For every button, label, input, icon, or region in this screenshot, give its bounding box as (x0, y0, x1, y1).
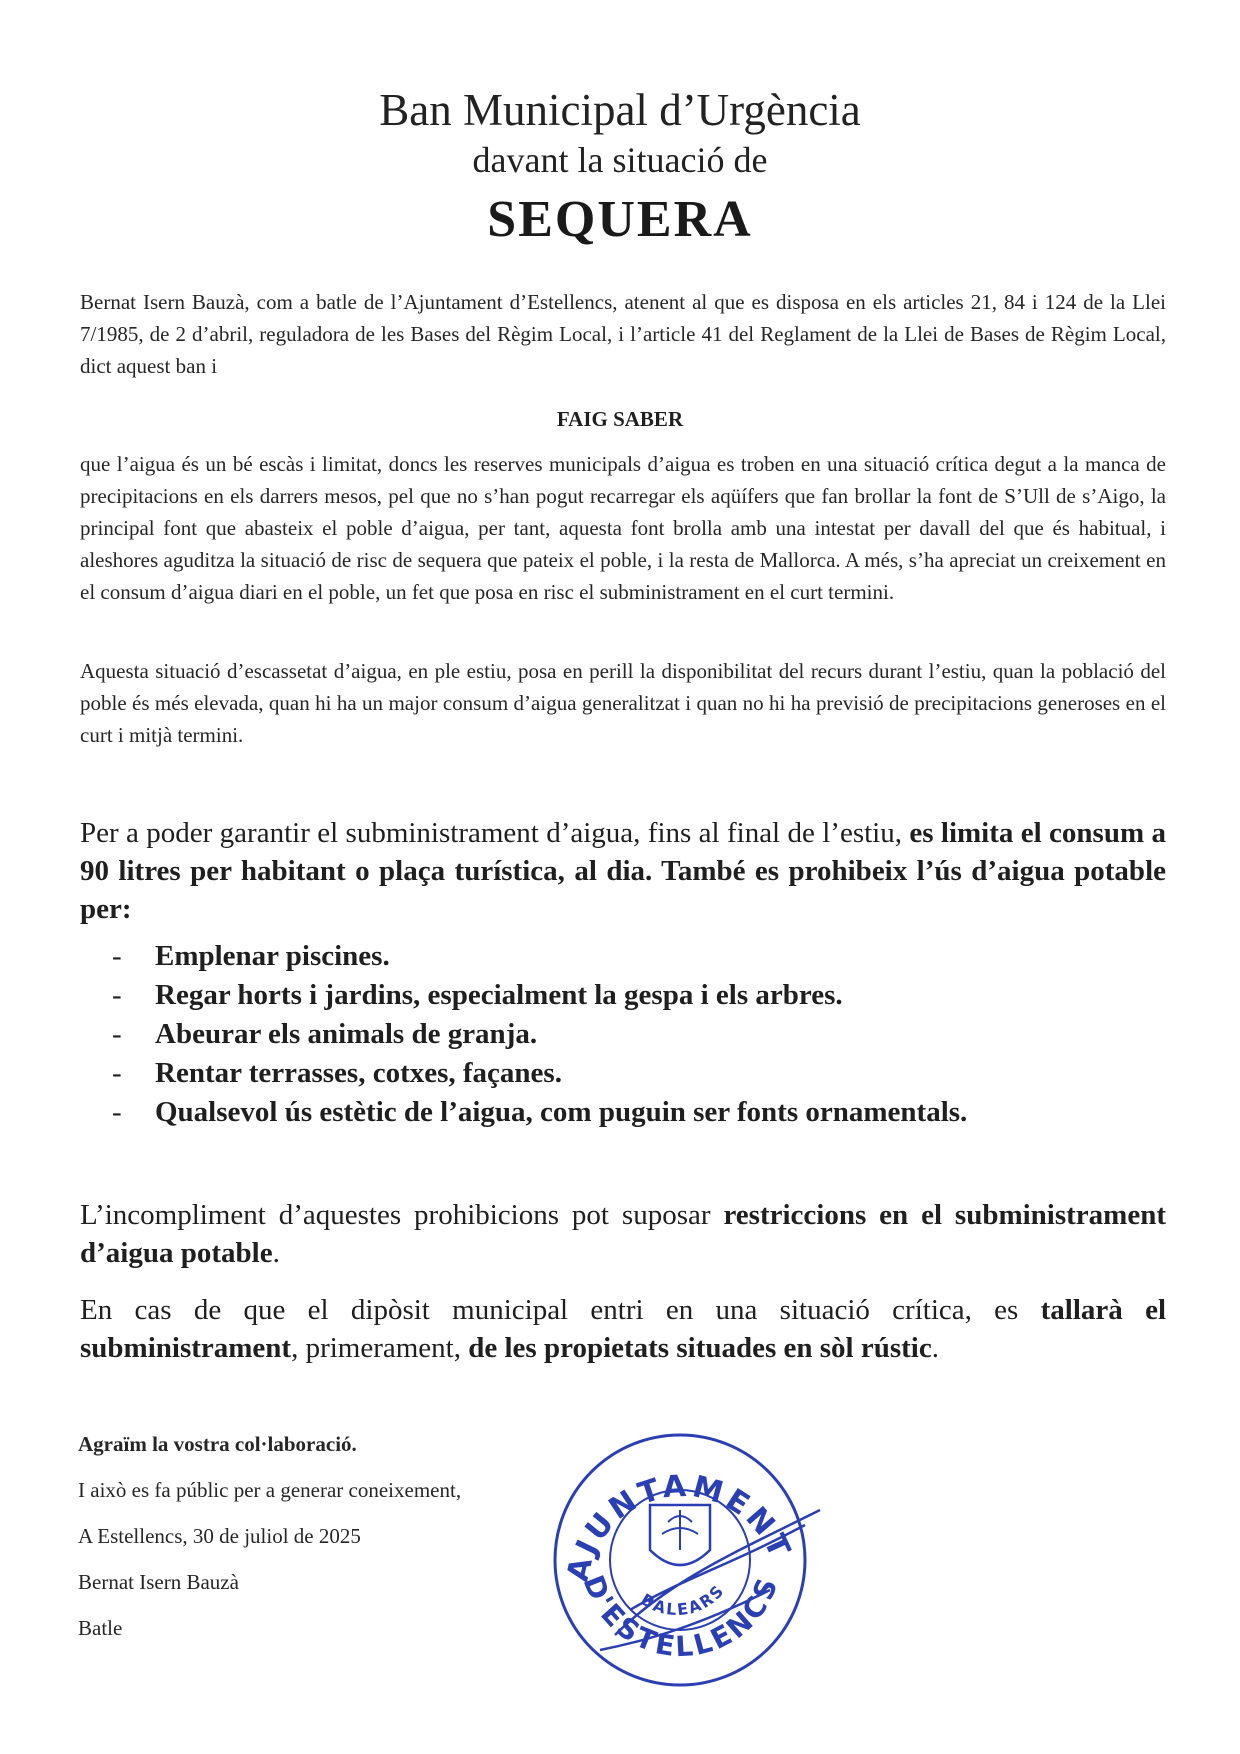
critical-part2: , primerament, (291, 1332, 469, 1364)
list-item (112, 1054, 1152, 1093)
place-date-line: A Estellencs, 30 de juliol de 2025 (78, 1524, 361, 1548)
signatory-role: Batle (78, 1616, 123, 1640)
tree-icon (662, 1510, 698, 1550)
title-sequera: SEQUERA (487, 191, 753, 248)
list-dash: - (112, 1018, 122, 1050)
seal-inner-text: BALEARS (637, 1580, 729, 1620)
list-item (112, 976, 1152, 1015)
list-dash: - (112, 940, 122, 972)
list-item-text: Abeurar els animals de granja. (155, 1018, 538, 1050)
scarcity-paragraph: Aquesta situació d’escassetat d’aigua, en ple estiu, posa en perill la disponibilitat del recurs durant l’estiu, quan la població del poble és més elevada, quan hi ha un major consum d’aigua generalitzat i quan no hi ha previsió de precipitacions generoses en el curt i mitjà termini. (80, 659, 1166, 747)
list-item (112, 1093, 1152, 1132)
signatory-name: Bernat Isern Bauzà (78, 1570, 239, 1594)
seal-bottom-text: D'ESTELLENCS (576, 1570, 786, 1664)
title-line-2: davant la situació de (472, 140, 768, 180)
thanks-line: Agraïm la vostra col·laboració. (78, 1432, 357, 1456)
list-item-text: Qualsevol ús estètic de l’aigua, com puguin ser fonts ornamentals. (155, 1096, 968, 1128)
situation-paragraph: que l’aigua és un bé escàs i limitat, doncs les reserves municipals d’aigua es troben en una situació crítica degut a la manca de precipitacions en els darrers mesos, pel que no s’han pogut recarregar els aqüífers que fan brollar la font de S’Ull de s’Aigo, la principal font que abasteix el poble d’aigua, per tant, aquesta font brolla amb una intestat per davall del que és habitual, i aleshores aguditza la situació de risc de sequera que pateix el poble, i la resta de Mallorca. A més, s’ha apreciat un creixement en el consum d’aigua diari en el poble, un fet que posa en risc el subministrament en el curt termini. (80, 452, 1166, 604)
intro-paragraph: Bernat Isern Bauzà, com a batle de l’Ajuntament d’Estellencs, atenent al que es disposa en els articles 21, 84 i 124 de la Llei 7/1985, de 2 d’abril, reguladora de les Bases del Règim Local, i l’article 41 del Reglament de la Llei de Bases de Règim Local, dict aquest ban i (80, 290, 1166, 378)
municipal-seal-stamp (530, 1410, 830, 1710)
restriction-bold: es limita el consum a 90 litres per habitant o plaça turística, al dia. També es prohibeix l’ús d’aigua potable per: (80, 817, 1166, 925)
penalty-lead: L’incompliment d’aquestes prohibicions pot suposar (80, 1199, 724, 1231)
faig-saber-heading: FAIG SABER (556, 407, 684, 431)
penalty-bold: restriccions en el subministrament d’aigua potable (80, 1199, 1166, 1269)
list-dash: - (112, 979, 122, 1011)
penalty-tail: . (272, 1237, 280, 1269)
list-dash: - (112, 1096, 122, 1128)
penalty-paragraph (80, 1196, 1166, 1272)
restriction-lead: Per a poder garantir el subministrament d’aigua, fins al final de l’estiu, (80, 817, 910, 849)
seal-top-text: AJUNTAMENT (560, 1468, 799, 1585)
restriction-paragraph (80, 814, 1166, 928)
critical-part3: . (931, 1332, 939, 1364)
critical-paragraph (80, 1291, 1166, 1367)
list-item (112, 937, 1152, 976)
title-line-1: Ban Municipal d’Urgència (379, 85, 861, 135)
list-item (112, 1015, 1152, 1054)
publication-line: I això es fa públic per a generar coneixement, (78, 1478, 462, 1502)
critical-bold2: de les propietats situades en sòl rústic (468, 1332, 932, 1364)
list-item-text: Rentar terrasses, cotxes, façanes. (155, 1057, 562, 1089)
critical-part1: En cas de que el dipòsit municipal entri en una situació crítica, es (80, 1294, 1041, 1326)
prohibition-list (112, 937, 1152, 1132)
list-dash: - (112, 1057, 122, 1089)
critical-bold1: tallarà el subministrament (80, 1294, 1167, 1364)
list-item-text: Regar horts i jardins, especialment la gespa i els arbres. (155, 979, 843, 1011)
list-item-text: Emplenar piscines. (155, 940, 390, 972)
